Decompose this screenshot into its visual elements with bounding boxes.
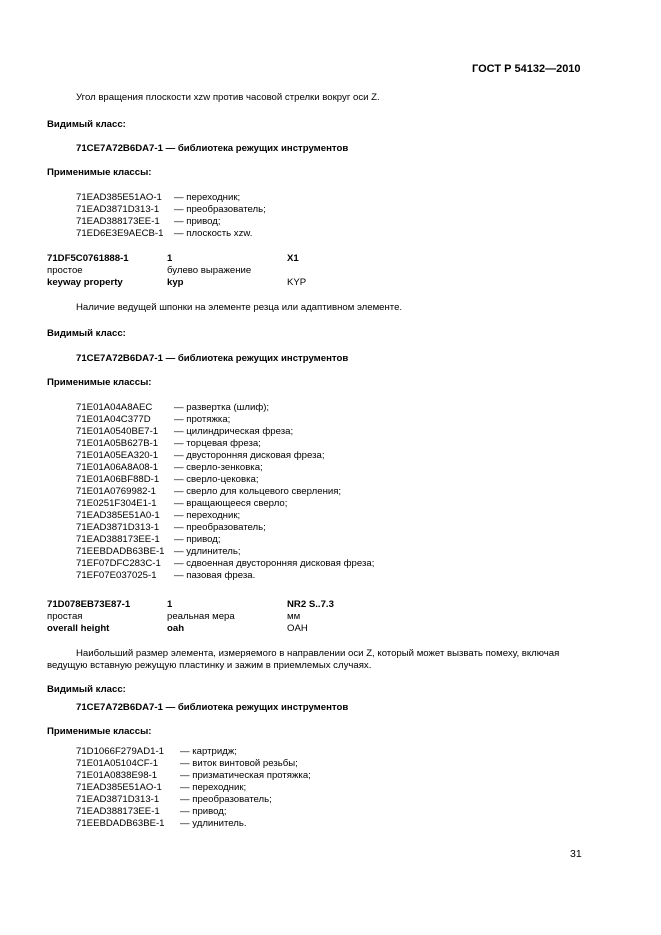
class-desc: — преобразователь; [180,794,272,805]
page-number: 31 [570,848,582,860]
property-symbol: oah [167,623,185,634]
visible-class-label-2: Видимый класс: [47,328,126,339]
class-code: 71EF07DFC283C-1 [76,558,161,569]
list-item [76,426,476,438]
class-code: 71EAD3871D313-1 [76,522,160,533]
class-desc: — преобразователь; [174,522,266,533]
list-item [76,758,476,770]
property-row [47,277,607,289]
class-desc: — сверло для кольцевого сверления; [174,486,342,497]
property-code: 71DF5C0761888-1 [47,253,129,264]
property-datatype: реальная мера [167,611,235,622]
property-short-name: KYP [287,277,307,288]
class-desc: — вращающееся сверло; [174,498,288,509]
property-table-3 [47,599,607,635]
list-item [76,474,476,486]
class-desc: — протяжка; [174,414,231,425]
property-format: NR2 S..7.3 [287,599,334,610]
list-item [76,414,476,426]
property-version: 1 [167,253,173,264]
class-code: 71EAD3871D313-1 [76,204,160,215]
class-code: 71EAD385E51AO-1 [76,192,162,203]
class-code: 71E01A06BF88D-1 [76,474,160,485]
applicable-classes-label-2: Применимые классы: [47,377,152,388]
property-short-name: OAH [287,623,308,634]
property-version: 1 [167,599,173,610]
list-item [76,192,476,204]
class-code: 71EAD388173EE-1 [76,534,160,545]
class-desc: — удлинитель; [174,546,241,557]
property-datatype: булево выражение [167,265,252,276]
class-desc: — переходник; [174,192,241,203]
list-item [76,534,476,546]
list-item [76,462,476,474]
property-definition-3-line1: Наибольший размер элемента, измеряемого в направлении оси Z, который может вызвать помеху, включая [76,648,560,659]
class-code: 71ED6E3E9AECB-1 [76,228,164,239]
class-code: 71E01A04C377D [76,414,151,425]
class-code: 71EAD388173EE-1 [76,216,160,227]
class-code: 71E01A0540BE7-1 [76,426,159,437]
class-desc: — привод; [174,216,221,227]
class-desc: — сдвоенная двусторонняя дисковая фреза; [174,558,375,569]
class-code: 71E01A0769982-1 [76,486,157,497]
applicable-list-3 [76,746,476,830]
applicable-list-2 [76,402,476,582]
class-desc: — привод; [174,534,221,545]
list-item [76,510,476,522]
class-code: 71D1066F279AD1-1 [76,746,165,757]
class-desc: — сверло-зенковка; [174,462,263,473]
class-code: 71EEBDADB63BE-1 [76,546,165,557]
list-item [76,522,476,534]
list-item [76,558,476,570]
list-item [76,770,476,782]
property-name: overall height [47,623,110,634]
property-code: 71D078EB73E87-1 [47,599,131,610]
class-code: 71E01A0838E98-1 [76,770,158,781]
property-symbol: kyp [167,277,184,288]
property-definition-3-line2: ведущую вставную режущую пластинку и зажим в приемлемых случаях. [47,660,372,671]
class-code: 71E01A04A8AEC [76,402,153,413]
list-item [76,402,476,414]
list-item [76,546,476,558]
class-code: 71EAD3871D313-1 [76,794,160,805]
class-code: 71EEBDADB63BE-1 [76,818,165,829]
class-desc: — пазовая фреза. [174,570,256,581]
visible-class-value-3: 71CE7A72B6DA7-1 — библиотека режущих инструментов [76,702,349,713]
class-desc: — преобразователь; [174,204,266,215]
property-row [47,265,607,277]
property-unit: мм [287,611,301,622]
list-item [76,204,476,216]
class-desc: — двусторонняя дисковая фреза; [174,450,325,461]
class-desc: — призматическая протяжка; [180,770,311,781]
applicable-classes-label-1: Применимые классы: [47,167,152,178]
class-desc: — развертка (шлиф); [174,402,270,413]
class-desc: — удлинитель. [180,818,247,829]
list-item [76,228,476,240]
class-desc: — сверло-цековка; [174,474,259,485]
list-item [76,570,476,582]
property-row [47,599,607,611]
class-code: 71E01A06A8A08-1 [76,462,159,473]
property-type: простая [47,611,83,622]
class-code: 71EAD385E51AO-1 [76,782,162,793]
class-code: 71EAD388173EE-1 [76,806,160,817]
class-code: 71E01A05104CF-1 [76,758,159,769]
property-format: X1 [287,253,299,264]
class-desc: — торцевая фреза; [174,438,261,449]
list-item [76,438,476,450]
list-item [76,486,476,498]
class-desc: — виток винтовой резьбы; [180,758,298,769]
list-item [76,806,476,818]
property-row [47,253,607,265]
property-type: простое [47,265,83,276]
property-name: keyway property [47,277,123,288]
list-item [76,498,476,510]
list-item [76,216,476,228]
class-code: 71E0251F304E1-1 [76,498,157,509]
visible-class-value-1: 71CE7A72B6DA7-1 — библиотека режущих инструментов [76,143,349,154]
class-desc: — переходник; [174,510,241,521]
property-definition-2: Наличие ведущей шпонки на элементе резца или адаптивном элементе. [76,302,403,313]
class-code: 71E01A05EA320-1 [76,450,159,461]
class-code: 71EF07E037025-1 [76,570,157,581]
document-header: ГОСТ Р 54132—2010 [472,63,581,75]
class-code: 71EAD385E51A0-1 [76,510,160,521]
applicable-list-1 [76,192,476,240]
visible-class-value-2: 71CE7A72B6DA7-1 — библиотека режущих инструментов [76,353,349,364]
property-row [47,623,607,635]
list-item [76,782,476,794]
visible-class-label-1: Видимый класс: [47,119,126,130]
class-code: 71E01A05B627B-1 [76,438,159,449]
class-desc: — плоскость xzw. [174,228,253,239]
list-item [76,450,476,462]
applicable-classes-label-3: Применимые классы: [47,726,152,737]
list-item [76,794,476,806]
list-item [76,818,476,830]
property-table-2 [47,253,607,289]
visible-class-label-3: Видимый класс: [47,684,126,695]
class-desc: — переходник; [180,782,247,793]
class-desc: — цилиндрическая фреза; [174,426,294,437]
rotation-text: Угол вращения плоскости xzw против часовой стрелки вокруг оси Z. [76,92,380,103]
class-desc: — картридж; [180,746,237,757]
class-desc: — привод; [180,806,227,817]
list-item [76,746,476,758]
property-row [47,611,607,623]
